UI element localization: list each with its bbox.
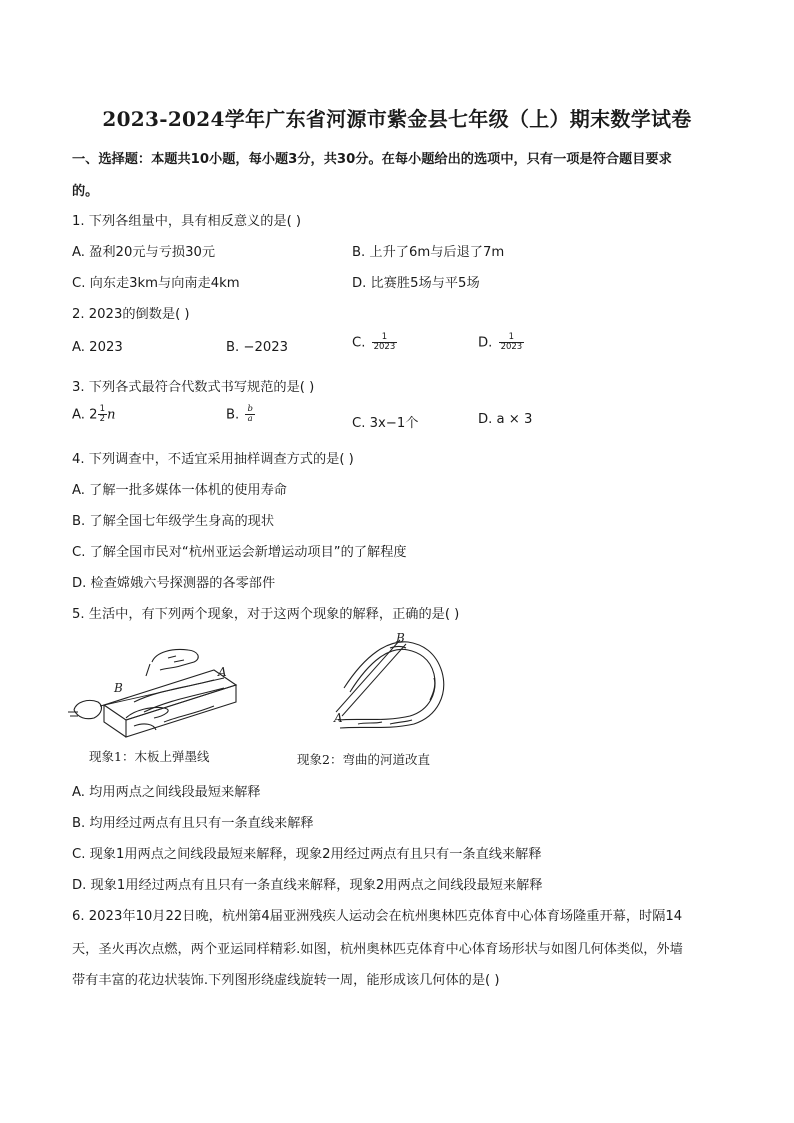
q3-option-b: B. $\frac{b}{a}$ bbox=[226, 404, 253, 424]
q3-option-a: A. 2 $\frac{1}{2}$ n bbox=[72, 404, 116, 424]
figure-river-straightened bbox=[330, 630, 460, 740]
q3-option-d: D. a × 3 bbox=[478, 412, 533, 427]
q2-option-c-fraction: $\frac{1}{2023}$ bbox=[373, 332, 396, 352]
exam-title: 2023-2024学年广东省河源市紫金县七年级（上）期末数学试卷 bbox=[102, 107, 692, 131]
q3-option-c: C. 3x−1个 bbox=[352, 416, 419, 431]
q4-option-d: D. 检查嫦娥六号探测器的各零部件 bbox=[72, 576, 276, 591]
q1-stem: 1. 下列各组量中，具有相反意义的是( ) bbox=[72, 214, 302, 229]
q1-option-d: D. 比赛胜5场与平5场 bbox=[352, 276, 480, 291]
q5-stem: 5. 生活中，有下列两个现象，对于这两个现象的解释，正确的是( ) bbox=[72, 607, 460, 622]
q2-option-d-fraction: $\frac{1}{2023}$ bbox=[500, 332, 523, 352]
fig1-caption: 现象1：木板上弹墨线 bbox=[89, 749, 210, 764]
fig2-caption: 现象2：弯曲的河道改直 bbox=[297, 752, 430, 767]
q3-option-b-fraction: $\frac{b}{a}$ bbox=[247, 404, 253, 424]
section-header-line1: 一、选择题：本题共10小题，每小题3分，共30分。在每小题给出的选项中，只有一项是符合题目要求 bbox=[72, 152, 672, 167]
q1-option-c: C. 向东走3km与向南走4km bbox=[72, 276, 240, 291]
q5-option-d: D. 现象1用经过两点有且只有一条直线来解释，现象2用两点之间线段最短来解释 bbox=[72, 878, 543, 893]
fig1-label-a: A bbox=[218, 665, 227, 679]
q4-option-a: A. 了解一批多媒体一体机的使用寿命 bbox=[72, 483, 287, 498]
q5-option-b: B. 均用经过两点有且只有一条直线来解释 bbox=[72, 816, 314, 831]
q5-option-c: C. 现象1用两点之间线段最短来解释，现象2用经过两点有且只有一条直线来解释 bbox=[72, 847, 542, 862]
q4-option-b: B. 了解全国七年级学生身高的现状 bbox=[72, 514, 275, 529]
q6-line2: 天，圣火再次点燃，两个亚运同样精彩.如图，杭州奥林匹克体育中心体育场形状与如图几何体类似，外墙 bbox=[72, 942, 683, 957]
q2-option-c: C. $\frac{1}{2023}$ bbox=[352, 332, 396, 352]
q1-option-a: A. 盈利20元与亏损30元 bbox=[72, 245, 216, 260]
section-header-line2: 的。 bbox=[72, 184, 99, 199]
figure-plank-chalk-line bbox=[64, 640, 244, 740]
fig1-label-b: B bbox=[114, 681, 123, 695]
q2-option-b: B. −2023 bbox=[226, 340, 289, 355]
q3-stem: 3. 下列各式最符合代数式书写规范的是( ) bbox=[72, 380, 315, 395]
q4-stem: 4. 下列调查中，不适宜采用抽样调查方式的是( ) bbox=[72, 452, 354, 467]
q6-line3: 带有丰富的花边状装饰.下列图形绕虚线旋转一周，能形成该几何体的是( ) bbox=[72, 973, 500, 988]
q4-option-c: C. 了解全国市民对“杭州亚运会新增运动项目”的了解程度 bbox=[72, 545, 407, 560]
q2-stem: 2. 2023的倒数是( ) bbox=[72, 307, 190, 322]
fig2-label-b: B bbox=[396, 631, 405, 645]
q2-option-d: D. $\frac{1}{2023}$ bbox=[478, 332, 523, 352]
q1-option-b: B. 上升了6m与后退了7m bbox=[352, 245, 505, 260]
fig2-label-a: A bbox=[334, 711, 343, 725]
q5-option-a: A. 均用两点之间线段最短来解释 bbox=[72, 785, 261, 800]
q2-option-a: A. 2023 bbox=[72, 340, 123, 355]
q6-line1: 6. 2023年10月22日晚，杭州第4届亚洲残疾人运动会在杭州奥林匹克体育中心体育场隆重开幕，时隔14 bbox=[72, 909, 683, 924]
q3-option-a-fraction: $\frac{1}{2}$ bbox=[99, 404, 105, 424]
